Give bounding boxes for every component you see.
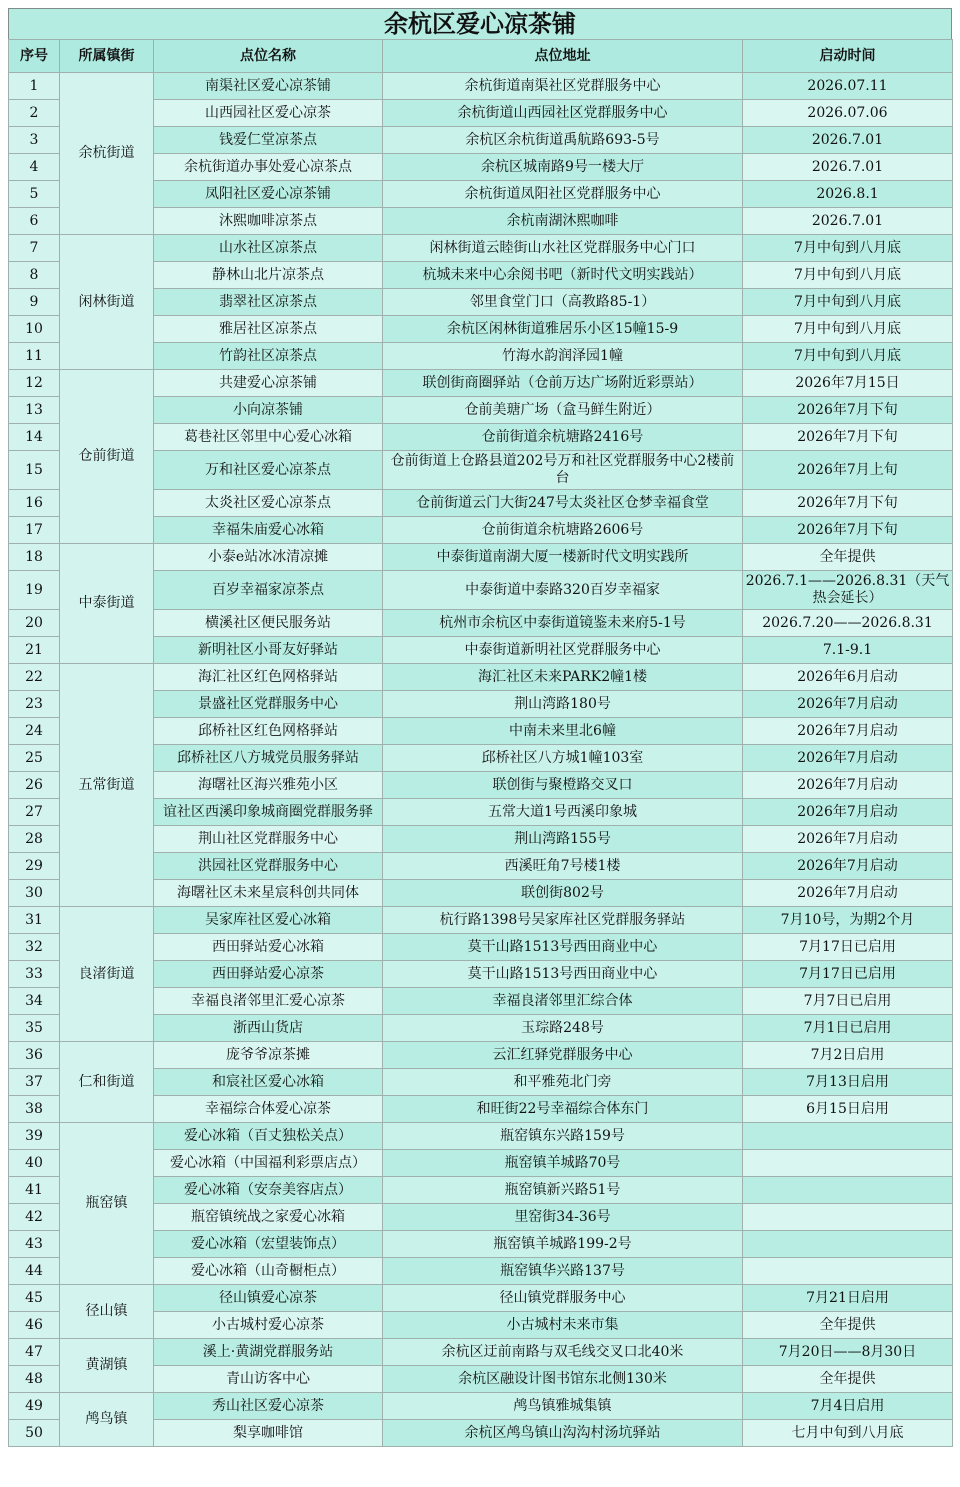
header-address: 点位地址 — [383, 40, 743, 73]
cell-seq: 17 — [9, 517, 60, 544]
cell-start-time — [743, 1123, 953, 1150]
cell-start-time: 2026.7.1——2026.8.31（天气热会延长） — [743, 571, 953, 610]
cell-point-name: 小泰e站冰冰清凉摊 — [154, 544, 383, 571]
cell-point-name: 和宸社区爱心冰箱 — [154, 1069, 383, 1096]
cell-start-time: 7月13日启用 — [743, 1069, 953, 1096]
cell-start-time: 2026年7月上旬 — [743, 451, 953, 490]
cell-start-time: 2026年7月下旬 — [743, 424, 953, 451]
cell-seq: 50 — [9, 1420, 60, 1447]
cell-point-name: 葛巷社区邻里中心爱心冰箱 — [154, 424, 383, 451]
cell-address: 仓前街道上仓路县道202号万和社区党群服务中心2楼前台 — [383, 451, 743, 490]
table-row — [9, 235, 953, 262]
cell-town: 余杭街道 — [60, 73, 154, 235]
cell-point-name: 钱爱仁堂凉茶点 — [154, 127, 383, 154]
cell-point-name: 西田驿站爱心凉茶 — [154, 961, 383, 988]
cell-seq: 7 — [9, 235, 60, 262]
cell-point-name: 凤阳社区爱心凉茶铺 — [154, 181, 383, 208]
cell-start-time: 2026.7.01 — [743, 127, 953, 154]
cell-address: 荆山湾路180号 — [383, 691, 743, 718]
cell-point-name: 雅居社区凉茶点 — [154, 316, 383, 343]
cell-town: 径山镇 — [60, 1285, 154, 1339]
cell-seq: 9 — [9, 289, 60, 316]
cell-address: 瓶窑镇华兴路137号 — [383, 1258, 743, 1285]
cell-point-name: 青山访客中心 — [154, 1366, 383, 1393]
cell-start-time: 七月中旬到八月底 — [743, 1420, 953, 1447]
cell-address: 中泰街道中泰路320百岁幸福家 — [383, 571, 743, 610]
cell-address: 邻里食堂门口（高教路85-1） — [383, 289, 743, 316]
cell-seq: 34 — [9, 988, 60, 1015]
cell-seq: 46 — [9, 1312, 60, 1339]
cell-start-time: 2026.7.01 — [743, 154, 953, 181]
cell-start-time: 7月4日启用 — [743, 1393, 953, 1420]
cell-point-name: 爱心冰箱（山奇橱柜点） — [154, 1258, 383, 1285]
cell-start-time: 2026.07.06 — [743, 100, 953, 127]
cell-start-time: 2026年7月启动 — [743, 880, 953, 907]
cell-point-name: 瓶窑镇统战之家爱心冰箱 — [154, 1204, 383, 1231]
cell-seq: 35 — [9, 1015, 60, 1042]
cell-town: 黄湖镇 — [60, 1339, 154, 1393]
cell-point-name: 洪园社区党群服务中心 — [154, 853, 383, 880]
cell-address: 瓶窑镇新兴路51号 — [383, 1177, 743, 1204]
cell-point-name: 爱心冰箱（宏望装饰点） — [154, 1231, 383, 1258]
cell-start-time: 2026年7月启动 — [743, 745, 953, 772]
cell-seq: 25 — [9, 745, 60, 772]
cell-start-time: 7月2日启用 — [743, 1042, 953, 1069]
cell-address: 莫干山路1513号西田商业中心 — [383, 934, 743, 961]
cell-point-name: 山西园社区爱心凉茶 — [154, 100, 383, 127]
cell-start-time: 2026年6月启动 — [743, 664, 953, 691]
cell-address: 余杭街道南渠社区党群服务中心 — [383, 73, 743, 100]
cell-start-time: 7月中旬到八月底 — [743, 343, 953, 370]
cell-start-time: 7月中旬到八月底 — [743, 289, 953, 316]
cell-seq: 23 — [9, 691, 60, 718]
cell-seq: 41 — [9, 1177, 60, 1204]
cell-address: 鸬鸟镇雅城集镇 — [383, 1393, 743, 1420]
cell-point-name: 爱心冰箱（百丈独松关点） — [154, 1123, 383, 1150]
header-time: 启动时间 — [743, 40, 953, 73]
cell-town: 仓前街道 — [60, 370, 154, 544]
cell-address: 联创街与聚橙路交叉口 — [383, 772, 743, 799]
cell-point-name: 竹韵社区凉茶点 — [154, 343, 383, 370]
cell-point-name: 幸福朱庙爱心冰箱 — [154, 517, 383, 544]
cell-seq: 5 — [9, 181, 60, 208]
cell-seq: 20 — [9, 610, 60, 637]
cell-address: 瓶窑镇羊城路70号 — [383, 1150, 743, 1177]
cell-seq: 21 — [9, 637, 60, 664]
header-row — [9, 40, 953, 73]
cell-point-name: 海曙社区海兴雅苑小区 — [154, 772, 383, 799]
cell-start-time — [743, 1177, 953, 1204]
cell-seq: 8 — [9, 262, 60, 289]
cell-seq: 36 — [9, 1042, 60, 1069]
cell-point-name: 浙西山货店 — [154, 1015, 383, 1042]
cell-point-name: 谊社区西溪印象城商圈党群服务驿 — [154, 799, 383, 826]
cell-town: 中泰街道 — [60, 544, 154, 664]
cell-address: 余杭区融设计图书馆东北侧130米 — [383, 1366, 743, 1393]
cell-start-time: 2026年7月启动 — [743, 718, 953, 745]
cell-address: 余杭区城南路9号一楼大厅 — [383, 154, 743, 181]
cell-seq: 42 — [9, 1204, 60, 1231]
cell-address: 余杭区鸬鸟镇山沟沟村汤坑驿站 — [383, 1420, 743, 1447]
cell-seq: 28 — [9, 826, 60, 853]
cell-seq: 3 — [9, 127, 60, 154]
cell-seq: 29 — [9, 853, 60, 880]
cell-point-name: 沐熙咖啡凉茶点 — [154, 208, 383, 235]
cell-seq: 44 — [9, 1258, 60, 1285]
cell-address: 中泰街道南湖大厦一楼新时代文明实践所 — [383, 544, 743, 571]
cell-point-name: 爱心冰箱（中国福利彩票店点） — [154, 1150, 383, 1177]
cell-point-name: 秀山社区爱心凉茶 — [154, 1393, 383, 1420]
cell-start-time: 7月17日已启用 — [743, 961, 953, 988]
cell-address: 竹海水韵润泽园1幢 — [383, 343, 743, 370]
cell-seq: 10 — [9, 316, 60, 343]
cell-seq: 39 — [9, 1123, 60, 1150]
cell-address: 杭城未来中心余阅书吧（新时代文明实践站） — [383, 262, 743, 289]
sheet — [8, 8, 952, 1447]
cell-start-time: 全年提供 — [743, 1366, 953, 1393]
cell-seq: 43 — [9, 1231, 60, 1258]
cell-seq: 19 — [9, 571, 60, 610]
cell-address: 中南未来里北6幢 — [383, 718, 743, 745]
cell-point-name: 静林山北片凉茶点 — [154, 262, 383, 289]
cell-seq: 2 — [9, 100, 60, 127]
cell-address: 仓前街道云门大街247号太炎社区仓梦幸福食堂 — [383, 490, 743, 517]
cell-seq: 22 — [9, 664, 60, 691]
cell-seq: 11 — [9, 343, 60, 370]
cell-address: 余杭区迂前南路与双毛线交叉口北40米 — [383, 1339, 743, 1366]
cell-start-time: 7月7日已启用 — [743, 988, 953, 1015]
cell-start-time — [743, 1204, 953, 1231]
cell-address: 西溪旺角7号楼1楼 — [383, 853, 743, 880]
cell-start-time: 7月1日已启用 — [743, 1015, 953, 1042]
cell-point-name: 海汇社区红色网格驿站 — [154, 664, 383, 691]
table-row — [9, 1393, 953, 1420]
cell-seq: 12 — [9, 370, 60, 397]
cell-address: 杭行路1398号吴家库社区党群服务驿站 — [383, 907, 743, 934]
cell-start-time: 2026.7.20——2026.8.31 — [743, 610, 953, 637]
cell-address: 和旺街22号幸福综合体东门 — [383, 1096, 743, 1123]
cell-seq: 26 — [9, 772, 60, 799]
cell-start-time — [743, 1150, 953, 1177]
table-body — [9, 73, 953, 1447]
cell-start-time: 2026年7月启动 — [743, 853, 953, 880]
cell-town: 良渚街道 — [60, 907, 154, 1042]
cell-address: 径山镇党群服务中心 — [383, 1285, 743, 1312]
cell-point-name: 邱桥社区红色网格驿站 — [154, 718, 383, 745]
cell-address: 玉琮路248号 — [383, 1015, 743, 1042]
table-row — [9, 1339, 953, 1366]
cell-seq: 49 — [9, 1393, 60, 1420]
cell-point-name: 新明社区小哥友好驿站 — [154, 637, 383, 664]
cell-start-time: 6月15日启用 — [743, 1096, 953, 1123]
cell-address: 余杭南湖沐熙咖啡 — [383, 208, 743, 235]
cell-point-name: 幸福良渚邻里汇爱心凉茶 — [154, 988, 383, 1015]
cell-address: 邱桥社区八方城1幢103室 — [383, 745, 743, 772]
cell-town: 瓶窑镇 — [60, 1123, 154, 1285]
cell-seq: 47 — [9, 1339, 60, 1366]
cell-point-name: 共建爱心凉茶铺 — [154, 370, 383, 397]
cell-start-time: 2026年7月启动 — [743, 691, 953, 718]
cell-point-name: 海曙社区未来星宸科创共同体 — [154, 880, 383, 907]
cell-seq: 48 — [9, 1366, 60, 1393]
cell-point-name: 太炎社区爱心凉茶点 — [154, 490, 383, 517]
cell-address: 莫干山路1513号西田商业中心 — [383, 961, 743, 988]
cell-seq: 33 — [9, 961, 60, 988]
cell-start-time: 2026年7月下旬 — [743, 517, 953, 544]
cell-town: 五常街道 — [60, 664, 154, 907]
cell-point-name: 横溪社区便民服务站 — [154, 610, 383, 637]
cell-seq: 32 — [9, 934, 60, 961]
cell-start-time: 2026.7.01 — [743, 208, 953, 235]
cell-start-time: 2026.07.11 — [743, 73, 953, 100]
cell-point-name: 南渠社区爱心凉茶铺 — [154, 73, 383, 100]
cell-start-time: 7月中旬到八月底 — [743, 316, 953, 343]
cell-address: 荆山湾路155号 — [383, 826, 743, 853]
cell-point-name: 庞爷爷凉茶摊 — [154, 1042, 383, 1069]
sheet-title: 余杭区爱心凉茶铺 — [8, 8, 952, 39]
cell-address: 余杭街道山西园社区党群服务中心 — [383, 100, 743, 127]
header-seq: 序号 — [9, 40, 60, 73]
cell-address: 小古城村未来市集 — [383, 1312, 743, 1339]
cell-start-time: 全年提供 — [743, 544, 953, 571]
cell-start-time: 2026年7月启动 — [743, 772, 953, 799]
cell-address: 里窑街34-36号 — [383, 1204, 743, 1231]
cell-address: 仓前美瑭广场（盒马鲜生附近） — [383, 397, 743, 424]
cell-point-name: 小向凉茶铺 — [154, 397, 383, 424]
cell-address: 中泰街道新明社区党群服务中心 — [383, 637, 743, 664]
cell-address: 余杭街道凤阳社区党群服务中心 — [383, 181, 743, 208]
cell-address: 五常大道1号西溪印象城 — [383, 799, 743, 826]
cell-seq: 1 — [9, 73, 60, 100]
cell-point-name: 吴家库社区爱心冰箱 — [154, 907, 383, 934]
table-row — [9, 1042, 953, 1069]
cell-seq: 18 — [9, 544, 60, 571]
cell-point-name: 万和社区爱心凉茶点 — [154, 451, 383, 490]
cell-point-name: 余杭街道办事处爱心凉茶点 — [154, 154, 383, 181]
cell-start-time: 全年提供 — [743, 1312, 953, 1339]
header-town: 所属镇街 — [60, 40, 154, 73]
cell-start-time: 7.1-9.1 — [743, 637, 953, 664]
table-row — [9, 664, 953, 691]
cell-seq: 30 — [9, 880, 60, 907]
cell-address: 联创街802号 — [383, 880, 743, 907]
cell-point-name: 溪上·黄湖党群服务站 — [154, 1339, 383, 1366]
cell-seq: 16 — [9, 490, 60, 517]
cell-point-name: 邱桥社区八方城党员服务驿站 — [154, 745, 383, 772]
cell-start-time: 2026年7月下旬 — [743, 397, 953, 424]
cell-start-time: 2026.8.1 — [743, 181, 953, 208]
cell-address: 仓前街道余杭塘路2606号 — [383, 517, 743, 544]
stall-table — [8, 39, 953, 1447]
cell-start-time: 2026年7月下旬 — [743, 490, 953, 517]
cell-address: 余杭区余杭街道禹航路693-5号 — [383, 127, 743, 154]
cell-address: 和平雅苑北门旁 — [383, 1069, 743, 1096]
cell-address: 仓前街道余杭塘路2416号 — [383, 424, 743, 451]
cell-seq: 24 — [9, 718, 60, 745]
table-row — [9, 73, 953, 100]
cell-seq: 31 — [9, 907, 60, 934]
cell-seq: 6 — [9, 208, 60, 235]
cell-start-time: 7月17日已启用 — [743, 934, 953, 961]
table-row — [9, 1123, 953, 1150]
cell-start-time: 7月10号，为期2个月 — [743, 907, 953, 934]
cell-address: 瓶窑镇东兴路159号 — [383, 1123, 743, 1150]
cell-start-time: 7月20日——8月30日 — [743, 1339, 953, 1366]
cell-point-name: 百岁幸福家凉茶点 — [154, 571, 383, 610]
table-row — [9, 370, 953, 397]
cell-address: 幸福良渚邻里汇综合体 — [383, 988, 743, 1015]
cell-address: 云汇红驿党群服务中心 — [383, 1042, 743, 1069]
cell-start-time — [743, 1258, 953, 1285]
cell-address: 闲林街道云睦街山水社区党群服务中心门口 — [383, 235, 743, 262]
cell-start-time: 7月中旬到八月底 — [743, 235, 953, 262]
cell-point-name: 小古城村爱心凉茶 — [154, 1312, 383, 1339]
table-row — [9, 544, 953, 571]
table-row — [9, 1285, 953, 1312]
cell-town: 仁和街道 — [60, 1042, 154, 1123]
cell-point-name: 西田驿站爱心冰箱 — [154, 934, 383, 961]
cell-seq: 37 — [9, 1069, 60, 1096]
cell-seq: 15 — [9, 451, 60, 490]
cell-point-name: 幸福综合体爱心凉茶 — [154, 1096, 383, 1123]
cell-point-name: 山水社区凉茶点 — [154, 235, 383, 262]
cell-seq: 14 — [9, 424, 60, 451]
cell-town: 闲林街道 — [60, 235, 154, 370]
cell-address: 余杭区闲林街道雅居乐小区15幢15-9 — [383, 316, 743, 343]
cell-start-time — [743, 1231, 953, 1258]
cell-seq: 27 — [9, 799, 60, 826]
cell-start-time: 7月中旬到八月底 — [743, 262, 953, 289]
cell-point-name: 梨享咖啡馆 — [154, 1420, 383, 1447]
cell-point-name: 爱心冰箱（安奈美容店点） — [154, 1177, 383, 1204]
cell-start-time: 2026年7月启动 — [743, 826, 953, 853]
cell-seq: 38 — [9, 1096, 60, 1123]
cell-point-name: 翡翠社区凉茶点 — [154, 289, 383, 316]
cell-address: 海汇社区未来PARK2幢1楼 — [383, 664, 743, 691]
cell-start-time: 2026年7月启动 — [743, 799, 953, 826]
cell-address: 联创街商圈驿站（仓前万达广场附近彩票站） — [383, 370, 743, 397]
table-row — [9, 907, 953, 934]
cell-address: 杭州市余杭区中泰街道镜鉴未来府5-1号 — [383, 610, 743, 637]
cell-start-time: 2026年7月15日 — [743, 370, 953, 397]
cell-seq: 4 — [9, 154, 60, 181]
cell-town: 鸬鸟镇 — [60, 1393, 154, 1447]
cell-start-time: 7月21日启用 — [743, 1285, 953, 1312]
cell-address: 瓶窑镇羊城路199-2号 — [383, 1231, 743, 1258]
cell-point-name: 径山镇爱心凉茶 — [154, 1285, 383, 1312]
header-name: 点位名称 — [154, 40, 383, 73]
cell-point-name: 荆山社区党群服务中心 — [154, 826, 383, 853]
cell-seq: 45 — [9, 1285, 60, 1312]
cell-point-name: 景盛社区党群服务中心 — [154, 691, 383, 718]
cell-seq: 40 — [9, 1150, 60, 1177]
cell-seq: 13 — [9, 397, 60, 424]
